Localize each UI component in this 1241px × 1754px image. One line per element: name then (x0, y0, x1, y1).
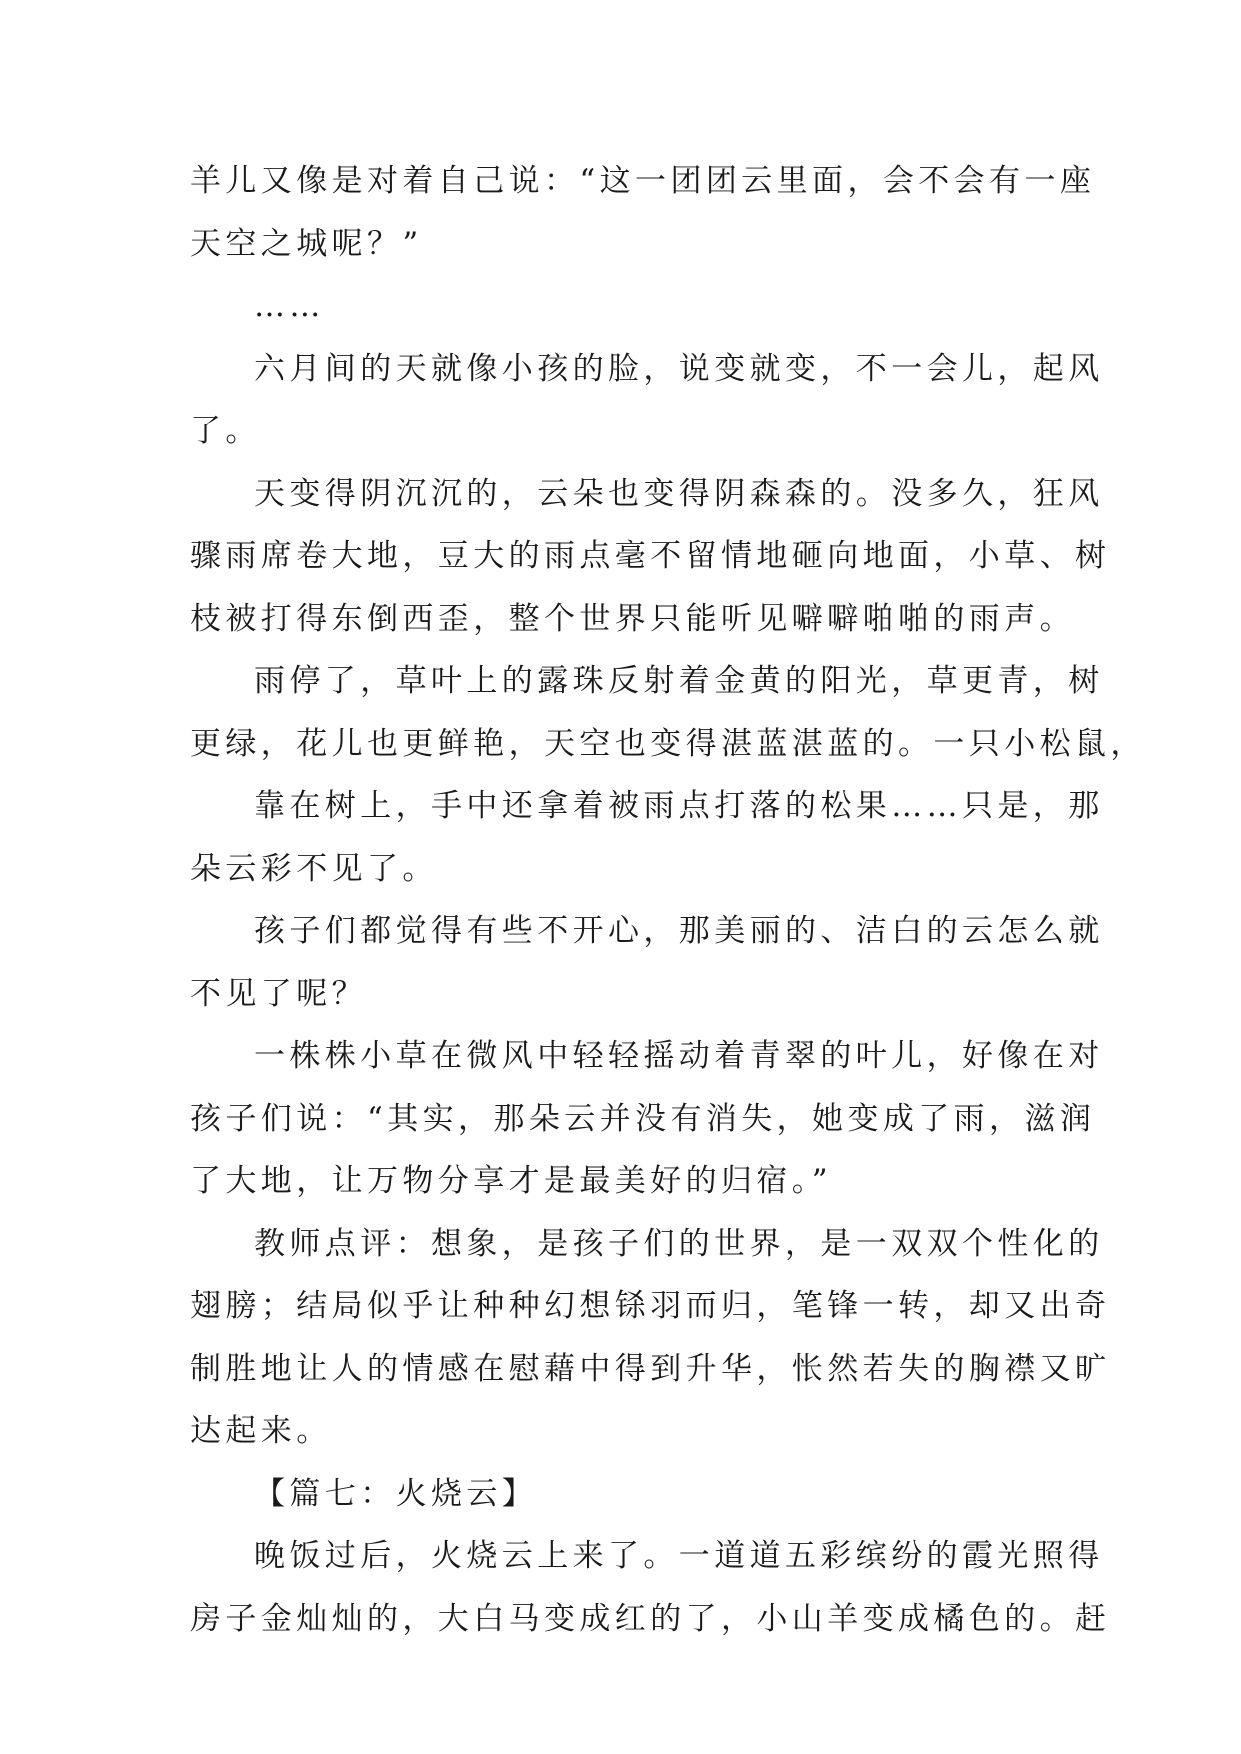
text-line: 房子金灿灿的，大白马变成红的了，小山羊变成橘色的。赶 (190, 1600, 1111, 1637)
text-line: 枝被打得东倒西歪，整个世界只能听见噼噼啪啪的雨声。 (190, 600, 1075, 637)
text-line: 不见了呢？ (190, 975, 367, 1012)
text-line: 翅膀；结局似乎让种种幻想铩羽而归，笔锋一转，却又出奇 (190, 1288, 1111, 1324)
text-line: 教师点评：想象，是孩子们的世界，是一双双个性化的 (254, 1225, 1104, 1262)
text-line: 骤雨席卷大地，豆大的雨点毫不留情地砸向地面，小草、树 (190, 538, 1111, 574)
text-line: …… (254, 288, 325, 324)
document-body (190, 150, 1146, 1650)
text-line: 靠在树上，手中还拿着被雨点打落的松果……只是，那 (254, 788, 1104, 824)
text-line: 孩子们都觉得有些不开心，那美丽的、洁白的云怎么就 (254, 913, 1104, 949)
text-line: 了。 (190, 413, 261, 449)
text-line: 一株株小草在微风中轻轻摇动着青翠的叶儿，好像在对 (254, 1038, 1104, 1074)
text-line: 孩子们说：“其实，那朵云并没有消失，她变成了雨，滋润 (190, 1100, 1096, 1137)
text-line: 天变得阴沉沉的，云朵也变得阴森森的。没多久，狂风 (254, 475, 1104, 512)
text-line: 制胜地让人的情感在慰藉中得到升华，怅然若失的胸襟又旷 (190, 1350, 1111, 1387)
text-line: 更绿，花儿也更鲜艳，天空也变得湛蓝湛蓝的。一只小松鼠， (190, 725, 1146, 762)
text-line: 晚饭过后，火烧云上来了。一道道五彩缤纷的霞光照得 (254, 1538, 1104, 1574)
text-line: 雨停了，草叶上的露珠反射着金黄的阳光，草更青，树 (254, 663, 1104, 699)
text-line: 六月间的天就像小孩的脸，说变就变，不一会儿，起风 (254, 350, 1104, 387)
section-heading: 【篇七：火烧云】 (254, 1475, 538, 1512)
text-line: 朵云彩不见了。 (190, 850, 438, 887)
text-line: 羊儿又像是对着自己说：“这一团团云里面，会不会有一座 (190, 163, 1096, 199)
text-line: 天空之城呢？” (190, 225, 423, 262)
text-line: 达起来。 (190, 1413, 332, 1449)
text-line: 了大地，让万物分享才是最美好的归宿。” (190, 1163, 832, 1199)
document-page (190, 150, 1146, 1650)
